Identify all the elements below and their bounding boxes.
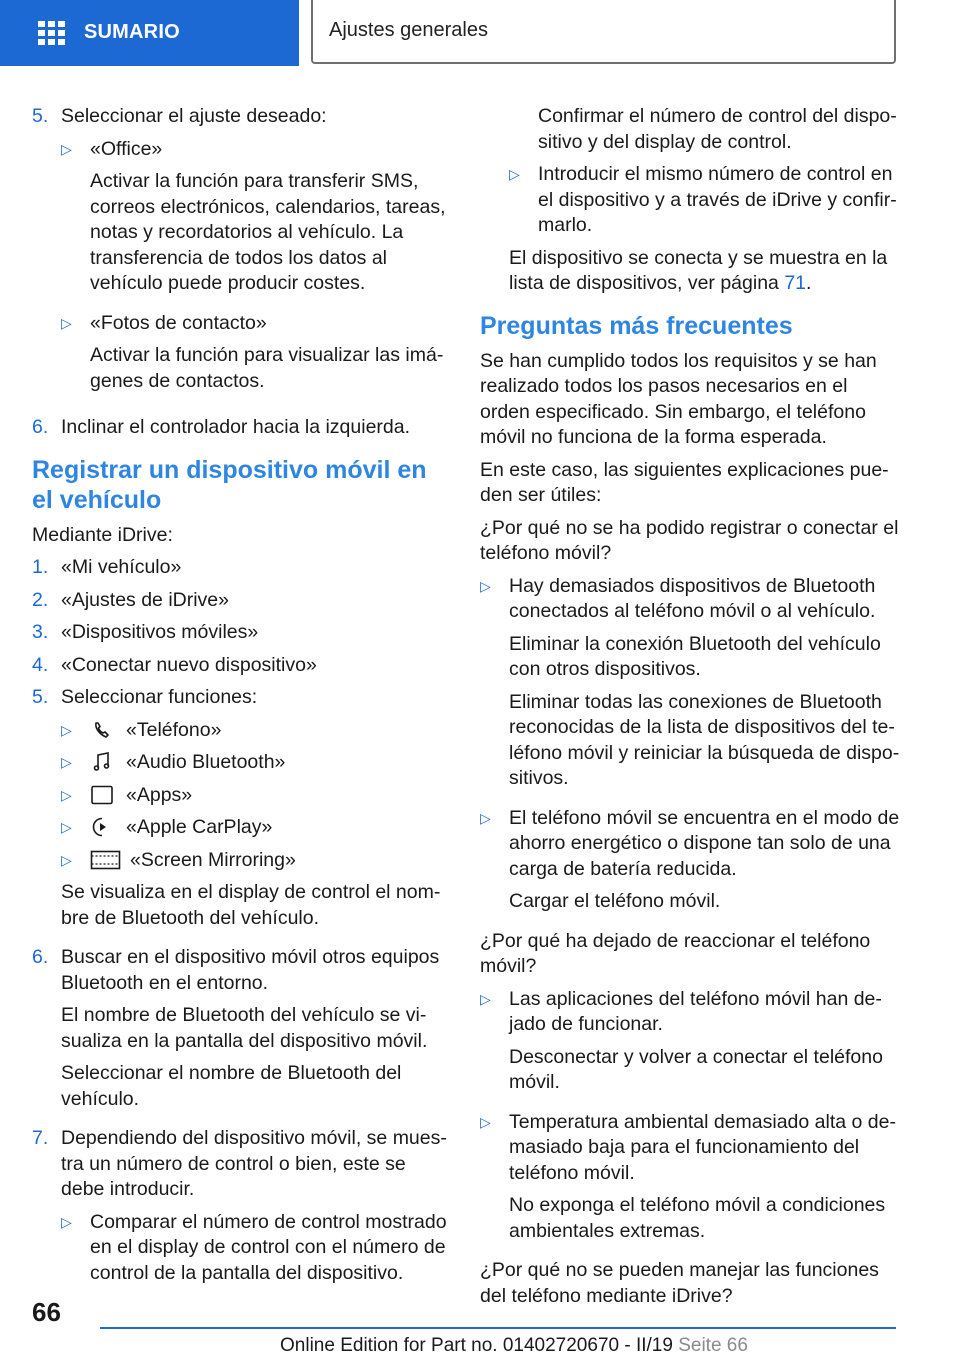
step-6-search — [32, 945, 450, 1119]
device-connected-text: El dispositivo se conecta y se muestra en la lista de dispositivos, ver página 71. — [509, 246, 888, 294]
left-column — [32, 104, 450, 1300]
watermark-text: Seite 66 — [678, 1335, 748, 1356]
step-text: Buscar en el dispositivo móvil otros equipos Bluetooth en el entorno. — [61, 946, 440, 994]
faq-answer — [480, 806, 900, 922]
faq-question: ¿Por qué no se pueden manejar las funciones del teléfono mediante iDrive? — [480, 1259, 879, 1307]
answer-remedy: Desconectar y volver a conectar el teléfono móvil. — [509, 1045, 883, 1093]
faq-answer — [480, 574, 900, 799]
step-1 — [32, 555, 450, 581]
faq-intro: Se han cumplido todos los requisitos y se han realizado todos los pasos necesarios en el orden especificado. Sin embargo, el teléfono móvil no funciona de la forma esperada. — [480, 349, 877, 448]
step-text: Inclinar el controlador hacia la izquierda. — [61, 416, 411, 438]
step-6-tilt — [32, 415, 450, 441]
fotos-description: Activar la función para visualizar las imágenes de contactos. — [90, 344, 444, 392]
answer-remedy: Eliminar la conexión Bluetooth del vehículo con otros dispositivos. — [509, 632, 881, 680]
step-number: 6. — [32, 416, 49, 438]
grid-menu-icon — [38, 21, 66, 45]
apps-square-icon — [90, 785, 118, 805]
sumario-button[interactable] — [0, 0, 299, 66]
step-number: 2. — [32, 588, 49, 611]
step-text: «Ajustes de iDrive» — [61, 588, 229, 611]
triangle-bullet-icon: ▷ — [480, 990, 491, 1007]
triangle-bullet-icon: ▷ — [509, 166, 520, 182]
confirm-number-text: Confirmar el número de control del dispositivo y del display de control. — [538, 105, 897, 153]
heading-faq: Preguntas más frecuentes — [480, 311, 793, 340]
function-telefono — [61, 718, 450, 744]
bullet-text: Introducir el mismo número de control en el dispositivo y a través de iDrive y confirmarlo. — [538, 163, 897, 236]
faq-question: ¿Por qué ha dejado de reaccionar el teléfono móvil? — [480, 929, 871, 977]
section-title-tab — [311, 0, 896, 64]
answer-cause: Las aplicaciones del teléfono móvil han dejado de funcionar. — [509, 987, 882, 1035]
step-3 — [32, 620, 450, 646]
step-5-functions — [32, 685, 450, 938]
step-note: Seleccionar el nombre de Bluetooth del vehículo. — [61, 1062, 402, 1110]
faq-intro-2: En este caso, las siguientes explicaciones pueden ser útiles: — [480, 458, 889, 506]
footer-edition — [280, 1333, 748, 1359]
triangle-bullet-icon: ▷ — [61, 786, 72, 803]
triangle-bullet-icon: ▷ — [480, 809, 491, 826]
function-label: «Audio Bluetooth» — [126, 751, 286, 773]
page-link[interactable]: 71 — [784, 272, 807, 294]
fotos-option: «Fotos de contacto» — [90, 311, 267, 334]
step-text: «Mi vehículo» — [61, 556, 182, 578]
step-text: «Conectar nuevo dispositivo» — [61, 653, 317, 676]
step-number: 5. — [32, 105, 49, 127]
bullet-enter-number — [509, 162, 900, 239]
office-option: «Office» — [90, 137, 163, 160]
bullet-compare-number — [61, 1210, 450, 1287]
step-4 — [32, 653, 450, 679]
music-note-icon — [90, 752, 118, 772]
carplay-play-icon — [90, 817, 118, 837]
faq-question: ¿Por qué no se ha podido registrar o conectar el teléfono móvil? — [480, 516, 899, 564]
section-title: Ajustes generales — [329, 19, 488, 42]
bullet-office — [61, 137, 450, 304]
function-label: «Screen Mirroring» — [130, 848, 296, 871]
function-label: «Teléfono» — [126, 718, 222, 741]
bullet-fotos — [61, 311, 450, 402]
step-number: 4. — [32, 653, 49, 676]
screen-mirroring-icon — [90, 850, 122, 870]
heading-register-device: Registrar un dispositivo móvil en el vehículo — [32, 455, 427, 514]
step-number: 1. — [32, 556, 49, 578]
phone-icon — [90, 720, 118, 740]
step-number: 3. — [32, 621, 49, 643]
answer-cause: El teléfono móvil se encuentra en el modo de ahorro energético o dispone tan solo de una carga de batería reducida. — [509, 806, 900, 880]
triangle-bullet-icon: ▷ — [480, 1113, 491, 1130]
triangle-bullet-icon: ▷ — [61, 1213, 72, 1230]
function-label: «Apple CarPlay» — [126, 816, 273, 838]
step-5-settings — [32, 104, 450, 408]
office-description: Activar la función para transferir SMS, correos electrónicos, calendarios, tareas, notas y recordatorios al vehículo. La transferencia de todos los datos al vehículo puede producir costes. — [90, 170, 446, 294]
bullet-text: Comparar el número de control mostrado en el display de control con el número de control de la pantalla del dispositivo. — [90, 1210, 447, 1284]
step-number: 5. — [32, 686, 49, 708]
triangle-bullet-icon: ▷ — [480, 577, 491, 594]
page-number: 66 — [32, 1297, 61, 1327]
triangle-bullet-icon: ▷ — [61, 314, 72, 331]
step-text: Seleccionar el ajuste deseado: — [61, 105, 327, 127]
step-text: «Dispositivos móviles» — [61, 621, 259, 643]
bluetooth-name-note: Se visualiza en el display de control el nombre de Bluetooth del vehículo. — [61, 881, 441, 929]
step-text: Dependiendo del dispositivo móvil, se muestra un número de control o bien, este se debe introducir. — [61, 1127, 447, 1200]
faq-answer — [480, 987, 900, 1103]
triangle-bullet-icon: ▷ — [61, 754, 72, 770]
sumario-label: SUMARIO — [84, 21, 180, 44]
answer-remedy: Eliminar todas las conexiones de Bluetooth reconocidas de la lista de dispositivos del teléfono móvil y reiniciar la búsqueda de dispositivos. — [509, 690, 900, 789]
answer-remedy: Cargar el teléfono móvil. — [509, 890, 721, 912]
intro-idrive: Mediante iDrive: — [32, 523, 173, 546]
triangle-bullet-icon: ▷ — [61, 819, 72, 835]
function-apple-carplay — [61, 815, 450, 841]
answer-cause: Temperatura ambiental demasiado alta o demasiado baja para el funcionamiento del teléfono móvil. — [509, 1110, 896, 1184]
answer-remedy: No exponga el teléfono móvil a condiciones ambientales extremas. — [509, 1194, 886, 1242]
step-2 — [32, 588, 450, 614]
function-apps — [61, 783, 450, 809]
step-number: 7. — [32, 1127, 49, 1149]
step-text: Seleccionar funciones: — [61, 686, 258, 708]
triangle-bullet-icon: ▷ — [61, 721, 72, 738]
footer-divider — [100, 1327, 896, 1329]
answer-cause: Hay demasiados dispositivos de Bluetooth conectados al teléfono móvil o al vehículo. — [509, 574, 876, 622]
function-screen-mirroring — [61, 848, 450, 874]
step-7-control-number — [32, 1126, 450, 1293]
edition-text: Online Edition for Part no. 01402720670 - II/19 — [280, 1335, 673, 1356]
function-audio-bluetooth — [61, 750, 450, 776]
step-number: 6. — [32, 946, 49, 968]
right-column — [480, 104, 900, 1316]
triangle-bullet-icon: ▷ — [61, 140, 72, 157]
triangle-bullet-icon: ▷ — [61, 851, 72, 868]
step-note: El nombre de Bluetooth del vehículo se visualiza en la pantalla del dispositivo móvil. — [61, 1004, 428, 1052]
function-label: «Apps» — [126, 783, 193, 806]
faq-answer — [480, 1110, 900, 1252]
